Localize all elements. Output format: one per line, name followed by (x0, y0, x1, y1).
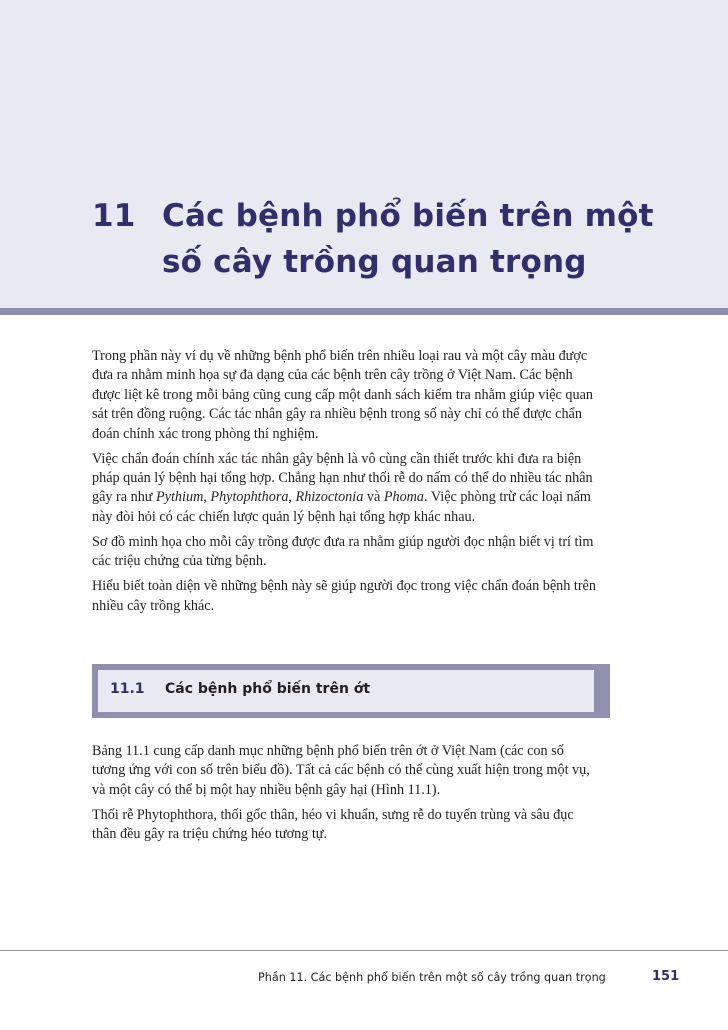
chapter-header-rule (0, 308, 728, 315)
pathogen-phoma: Phoma (383, 489, 425, 506)
intro-text (92, 347, 598, 622)
section-heading-box (92, 664, 610, 718)
page-number: 151 (652, 969, 680, 984)
pathogen-phytophthora-rhizoctonia: Phytophthora, Rhizoctonia (210, 489, 364, 506)
section-text (92, 742, 598, 850)
footer-rule (0, 950, 728, 951)
section-paragraph-2: Thối rễ Phytophthora, thối gốc thân, héo vi khuẩn, sưng rễ do tuyến trùng và sâu đục thân đều gây ra triệu chứng héo tương tự. (92, 806, 574, 843)
section-title: Các bệnh phổ biến trên ớt (165, 681, 371, 697)
intro-paragraph-1: Trong phần này ví dụ về những bệnh phổ biến trên nhiều loại rau và một cây màu được đưa ra nhằm minh họa sự đa dạng của các bệnh trên cây trồng ở Việt Nam. Các bệnh được liệt kê trong mỗi bảng cũng cung cấp một danh sách kiểm tra nhằm giúp việc quan sát trên đồng ruộng. Các tác nhân gây ra nhiều bệnh trong số này chỉ có thể được chẩn đoán chính xác trong phòng thí nghiệm. (92, 348, 593, 442)
chapter-title: Các bệnh phổ biến trên một số cây trồng quan trọng (162, 198, 654, 280)
intro-paragraph-4: Hiểu biết toàn diện về những bệnh này sẽ giúp người đọc trong việc chẩn đoán bệnh trên nhiều cây trồng khác. (92, 578, 596, 614)
section-number: 11.1 (110, 681, 145, 697)
chapter-number: 11 (92, 198, 136, 234)
section-heading-inner (98, 670, 594, 712)
intro-paragraph-2: Việc chẩn đoán chính xác tác nhân gây bệnh là vô cùng cần thiết trước khi đưa ra biện pháp quản lý bệnh hại tổng hợp. Chẳng hạn như thối rễ do nấm có thể do nhiều tác nhân gây ra như Pythium, Phytophthora, Rhizoctonia và Phoma. Việc phòng trừ các loại nấm này đòi hỏi có các chiến lược quản lý bệnh hại tổng hợp khác nhau. (92, 450, 593, 525)
pathogen-pythium: Pythium (156, 489, 204, 506)
section-paragraph-1: Bảng 11.1 cung cấp danh mục những bệnh phổ biến trên ớt ở Việt Nam (các con số tương ứng với con số trên biểu đồ). Tất cả các bệnh có thể cùng xuất hiện trong một vụ, và một cây có thể bị một hay nhiều bệnh gây hại (Hình 11.1). (92, 743, 590, 798)
intro-paragraph-3: Sơ đồ minh họa cho mỗi cây trồng được đưa ra nhằm giúp người đọc nhận biết vị trí tìm các triệu chứng của từng bệnh. (92, 533, 594, 570)
running-footer-title: Phần 11. Các bệnh phổ biến trên một số cây trồng quan trọng (258, 971, 606, 984)
